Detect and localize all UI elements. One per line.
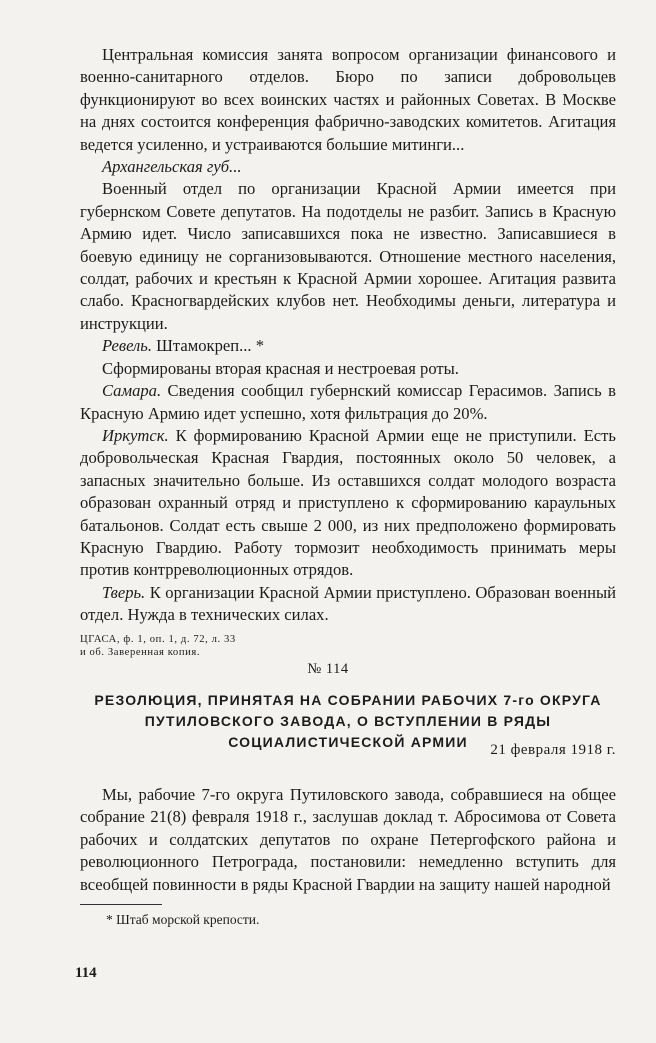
- document-title: РЕЗОЛЮЦИЯ, ПРИНЯТАЯ НА СОБРАНИИ РАБОЧИХ 7-го ОКРУГА ПУТИЛОВСКОГО ЗАВОДА, О ВСТУПЛЕНИИ В РЯДЫ СОЦИАЛИСТИЧЕСКОЙ АРМИИ: [94, 692, 602, 750]
- resolution-text: [80, 784, 616, 896]
- archive-source: [80, 633, 380, 659]
- footnote-rule: [80, 904, 162, 905]
- paragraph: Тверь. К организации Красной Армии приступлено. Образован военный отдел. Нужда в технических силах.: [80, 582, 616, 625]
- paragraph: Самара. Сведения сообщил губернский комиссар Герасимов. Запись в Красную Армию идет успешно, хотя фильтрация до 20%.: [80, 381, 616, 423]
- paragraph: Центральная комиссия занята вопросом организации финансового и военно-санитарного отделов. Бюро по записи добровольцев функционируют во всех воинских частях и районных Советах. В Москве на днях состоится конференция фабрично-заводских комитетов. Агитация ведется усиленно, и устраиваются большие митинги...: [80, 45, 616, 154]
- paragraph: Сформированы вторая красная и нестроевая роты.: [102, 358, 459, 378]
- document-number: № 114: [307, 661, 349, 677]
- paragraph: Военный отдел по организации Красной Армии имеется при губернском Совете депутатов. На подотделы не разбит. Запись в Красную Армию идет. Число записавшихся пока не известно. Записавшиеся в боевую единицу не сорганизовываются. Отношение местного населения, солдат, рабочих и крестьян к Красной Армии хорошее. Агитация развита слабо. Красногвардейских клубов нет. Необходимы деньги, литература и инструкции.: [80, 179, 616, 333]
- paragraph: Иркутск. К формированию Красной Армии еще не приступили. Есть добровольческая Красная Гвардия, постоянных около 50 человек, а запасных значительно больше. Из оставшихся солдат молодого возраста образован охранный отряд и приступлено к сформированию караульных батальонов. Солдат есть свыше 2 000, из них предположено формировать Красную Гвардию. Работу тормозит необходимость принимать меры против контрреволюционных отрядов.: [80, 425, 616, 580]
- place-heading: Тверь.: [102, 582, 146, 602]
- place-heading: Ревель.: [102, 336, 152, 356]
- document-date: 21 февраля 1918 г.: [490, 742, 616, 758]
- page-number: 114: [75, 965, 97, 981]
- source-line: и об. Заверенная копия.: [80, 647, 201, 658]
- source-line: ЦГАСА, ф. 1, оп. 1, д. 72, л. 33: [80, 634, 236, 645]
- paragraph: Мы, рабочие 7-го округа Путиловского завода, собравшиеся на общее собрание 21(8) февраля 1918 г., заслушав доклад т. Абросимова от Совета рабочих и солдатских депутатов по охране Петергофского района и революционного Петрограда, постановили: немедленно вступить для всеобщей повинности в ряды Красной Гвардии на защиту нашей народной: [80, 785, 616, 894]
- paragraph: Ревель. Штамокреп... *: [102, 336, 264, 356]
- paragraph: [80, 156, 616, 178]
- place-heading: Иркутск.: [102, 425, 169, 445]
- place-heading: Самара.: [102, 381, 162, 401]
- place-heading: Архангельская губ...: [102, 157, 242, 177]
- footnote: * Штаб морской крепости.: [106, 912, 260, 927]
- report-text: [80, 44, 616, 627]
